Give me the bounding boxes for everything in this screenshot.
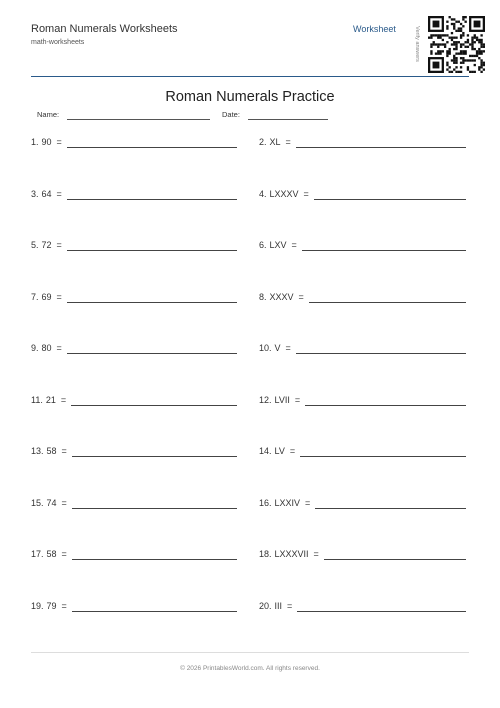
problem-number: 15. <box>31 497 44 508</box>
verify-answers-label <box>412 18 422 70</box>
equals-sign: = <box>61 549 67 559</box>
problem-number: 11. <box>31 394 43 405</box>
problem-number: 4. <box>259 188 267 199</box>
problem-item <box>259 395 466 406</box>
equals-sign: = <box>303 188 309 199</box>
problem-item <box>31 395 237 406</box>
qr-code-icon[interactable] <box>428 16 485 73</box>
problem-item <box>259 137 466 148</box>
answer-blank[interactable] <box>67 294 237 303</box>
problem-number: 9. <box>31 343 39 353</box>
problem-question: 79 <box>46 600 57 611</box>
answer-blank[interactable] <box>297 603 466 612</box>
problem-number: 13. <box>31 446 44 456</box>
equals-sign: = <box>285 137 291 147</box>
problem-number: 17. <box>31 549 44 559</box>
problem-question: XL <box>269 137 281 147</box>
answer-blank[interactable] <box>72 551 237 560</box>
answer-blank[interactable] <box>296 345 466 354</box>
problem-question: 90 <box>41 137 52 147</box>
worksheet-title: Roman Numerals Practice <box>165 89 335 105</box>
problem-item <box>259 343 466 354</box>
answer-blank[interactable] <box>67 139 237 148</box>
equals-sign: = <box>56 137 62 147</box>
problem-item <box>259 292 466 303</box>
problem-question: LXXXV <box>269 188 299 199</box>
answer-blank[interactable] <box>324 551 466 560</box>
site-title: Roman Numerals Worksheets <box>31 23 178 35</box>
problem-item <box>259 189 466 200</box>
problem-item <box>259 446 466 457</box>
equals-sign: = <box>56 240 62 250</box>
worksheet-label: Worksheet <box>353 24 396 34</box>
problem-question: LV <box>274 446 285 456</box>
equals-sign: = <box>56 291 62 302</box>
answer-blank[interactable] <box>67 242 237 251</box>
problem-question: 80 <box>41 343 52 353</box>
problem-number: 16. <box>259 497 272 508</box>
problem-question: XXXV <box>269 291 294 302</box>
problem-item <box>259 601 466 612</box>
answer-blank[interactable] <box>71 397 237 406</box>
problem-item <box>259 549 466 560</box>
equals-sign: = <box>61 497 67 508</box>
answer-blank[interactable] <box>72 448 237 457</box>
site-subtitle: math-worksheets <box>31 39 85 46</box>
equals-sign: = <box>285 343 291 353</box>
problem-item <box>31 601 237 612</box>
header-divider <box>31 76 469 77</box>
problem-number: 14. <box>259 446 272 456</box>
problem-item <box>31 137 237 148</box>
problem-question: 58 <box>46 446 57 456</box>
footer-copyright: © 2026 PrintablesWorld.com. All rights reserved. <box>180 665 320 672</box>
problem-question: 58 <box>46 549 57 559</box>
problem-question: LXV <box>269 240 287 250</box>
problem-number: 3. <box>31 188 39 199</box>
equals-sign: = <box>313 549 319 559</box>
problem-number: 5. <box>31 240 39 250</box>
answer-blank[interactable] <box>315 500 466 509</box>
answer-blank[interactable] <box>300 448 466 457</box>
problem-item <box>31 189 237 200</box>
answer-blank[interactable] <box>72 603 237 612</box>
problem-number: 19. <box>31 600 44 611</box>
problem-number: 20. <box>259 600 272 611</box>
problem-number: 2. <box>259 137 267 147</box>
problem-number: 8. <box>259 291 267 302</box>
equals-sign: = <box>298 291 304 302</box>
problem-item <box>259 498 466 509</box>
answer-blank[interactable] <box>67 191 237 200</box>
equals-sign: = <box>60 394 67 405</box>
problem-question: LXXIV <box>274 497 301 508</box>
equals-sign: = <box>61 600 67 611</box>
answer-blank[interactable] <box>314 191 466 200</box>
problem-question: LVII <box>274 394 290 405</box>
problem-item <box>31 343 237 354</box>
problem-item <box>31 240 237 251</box>
equals-sign: = <box>56 343 62 353</box>
equals-sign: = <box>291 240 297 250</box>
problem-item <box>31 498 237 509</box>
equals-sign: = <box>289 446 296 456</box>
problem-question: 72 <box>41 240 52 250</box>
problem-question: V <box>274 343 281 353</box>
problem-number: 6. <box>259 240 267 250</box>
problem-number: 1. <box>31 137 39 147</box>
equals-sign: = <box>56 188 62 199</box>
problem-question: 69 <box>41 291 52 302</box>
equals-sign: = <box>305 497 311 508</box>
problem-number: 12. <box>259 394 272 405</box>
page-header <box>31 0 469 80</box>
verify-answers-text: Verify answers <box>414 26 420 62</box>
answer-blank[interactable] <box>302 242 466 251</box>
problem-question: III <box>274 600 283 611</box>
answer-blank[interactable] <box>309 294 466 303</box>
problem-item <box>259 240 466 251</box>
footer-divider <box>31 652 469 653</box>
answer-blank[interactable] <box>305 397 466 406</box>
problem-number: 7. <box>31 291 39 302</box>
problem-item <box>31 292 237 303</box>
problem-question: LXXXVII <box>274 549 309 559</box>
problem-number: 10. <box>259 343 272 353</box>
name-label: Name: <box>37 110 60 119</box>
problem-item <box>31 446 237 457</box>
problem-item <box>31 549 237 560</box>
problem-question: 74 <box>46 497 57 508</box>
date-field[interactable] <box>248 119 328 120</box>
equals-sign: = <box>61 446 67 456</box>
equals-sign: = <box>287 600 293 611</box>
answer-blank[interactable] <box>72 500 237 509</box>
name-field[interactable] <box>67 119 210 120</box>
date-label: Date: <box>222 110 240 119</box>
answer-blank[interactable] <box>67 345 237 354</box>
problem-number: 18. <box>259 549 272 559</box>
problem-question: 64 <box>41 188 52 199</box>
answer-blank[interactable] <box>296 139 466 148</box>
problem-question: 21 <box>45 394 56 405</box>
equals-sign: = <box>294 394 301 405</box>
